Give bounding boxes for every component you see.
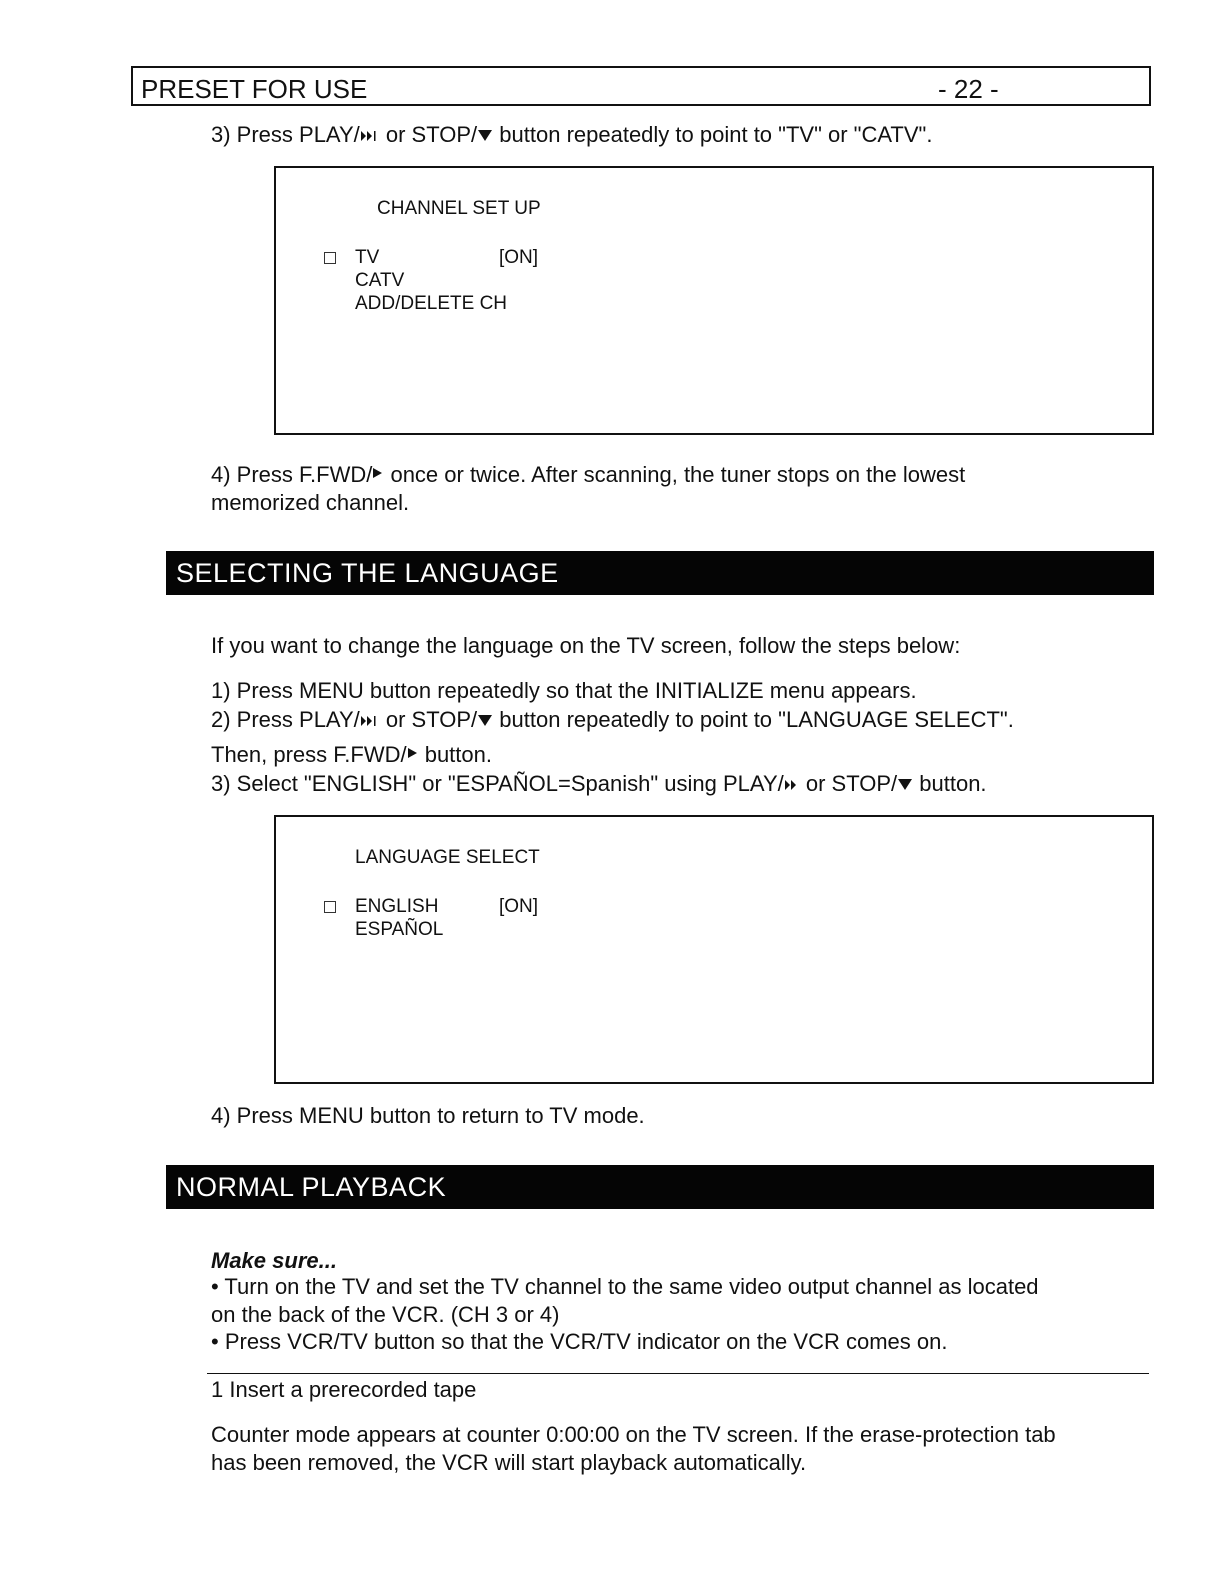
play-skip-icon — [360, 707, 380, 735]
page-number: - 22 - — [938, 74, 999, 104]
menu-item-label: TV — [355, 247, 380, 268]
playback-step-1: 1 Insert a prerecorded tape — [211, 1377, 477, 1402]
menu-item-label: ENGLISH — [355, 896, 439, 917]
menu-item-status: [ON] — [499, 247, 539, 268]
screen-title: LANGUAGE SELECT — [355, 847, 540, 868]
channel-step-4: 4) Press F.FWD/ once or twice. After scanning, the tuner stops on the lowest — [211, 461, 965, 490]
forward-triangle-icon — [372, 462, 384, 490]
language-select-screen — [274, 815, 1154, 1084]
language-step-3: 3) Select "ENGLISH" or "ESPAÑOL=Spanish" using PLAY/ or STOP/ button. — [211, 770, 987, 799]
screen-title: CHANNEL SET UP — [377, 198, 541, 219]
make-sure-heading: Make sure... — [211, 1248, 337, 1273]
bullet-2: • Press VCR/TV button so that the VCR/TV indicator on the VCR comes on. — [211, 1329, 948, 1354]
cursor-box-icon — [324, 252, 336, 264]
channel-setup-screen — [274, 166, 1154, 435]
bullet-1-line-1: • Turn on the TV and set the TV channel to the same video output channel as located — [211, 1274, 1039, 1299]
bullet-1-line-2: on the back of the VCR. (CH 3 or 4) — [211, 1302, 560, 1327]
page-header — [131, 66, 1151, 106]
section-title: SELECTING THE LANGUAGE — [176, 558, 559, 588]
down-triangle-icon — [897, 771, 913, 799]
page-title: PRESET FOR USE — [141, 74, 368, 104]
section-title: NORMAL PLAYBACK — [176, 1172, 447, 1202]
language-step-1: 1) Press MENU button repeatedly so that the INITIALIZE menu appears. — [211, 678, 917, 703]
language-intro: If you want to change the language on the TV screen, follow the steps below: — [211, 633, 961, 658]
menu-item-label: ADD/DELETE CH — [355, 293, 508, 314]
language-step-4: 4) Press MENU button to return to TV mode. — [211, 1103, 645, 1128]
language-step-2b: Then, press F.FWD/ button. — [211, 741, 492, 770]
play-forward-icon — [784, 771, 800, 799]
menu-item-label: ESPAÑOL — [355, 919, 444, 940]
channel-step-3: 3) Press PLAY/ or STOP/ button repeatedly to point to "TV" or "CATV". — [211, 121, 932, 150]
cursor-box-icon — [324, 901, 336, 913]
menu-item-status: [ON] — [499, 896, 539, 917]
down-triangle-icon — [477, 707, 493, 735]
channel-step-4-line2: memorized channel. — [211, 490, 410, 515]
language-step-2: 2) Press PLAY/ or STOP/ button repeatedly to point to "LANGUAGE SELECT". — [211, 706, 1014, 735]
playback-desc-line-2: has been removed, the VCR will start playback automatically. — [211, 1450, 807, 1475]
forward-triangle-icon — [407, 742, 419, 770]
menu-item-label: CATV — [355, 270, 405, 291]
play-skip-icon — [360, 122, 380, 150]
playback-desc-line-1: Counter mode appears at counter 0:00:00 on the TV screen. If the erase-protection tab — [211, 1422, 1056, 1447]
down-triangle-icon — [477, 122, 493, 150]
divider — [207, 1373, 1149, 1374]
section-header-playback — [166, 1165, 1154, 1209]
section-header-language — [166, 551, 1154, 595]
